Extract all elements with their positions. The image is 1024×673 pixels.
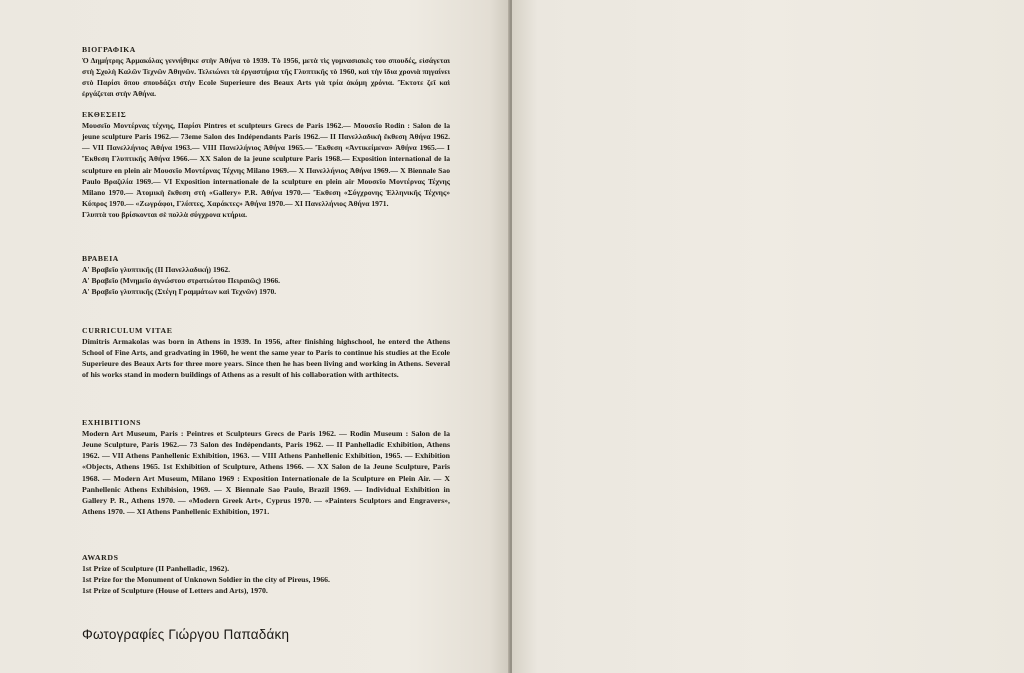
curriculum-text: Dimitris Armakolas was born in Athens in 1939. In 1956, after finishing highschool, he enterd the Athens School of Fine Arts, and gradvating in 1960, he went the same year to Paris to continue his studies at the Ecole Superieure des Beaux Arts for three more years. Since then he has been living and working in Athens. Several of his works stand in modern buildings of Athens as a result of his collaboration with arthitects. [82, 337, 450, 380]
award-item-greek: Α' Βραβεῖο γλυπτικῆς (Στέγη Γραμμάτων καὶ Τεχνῶν) 1970. [82, 287, 277, 297]
award-item-english: 1st Prize of Sculpture (House of Letters and Arts), 1970. [82, 586, 268, 596]
curriculum-heading: CURRICULUM VITAE [82, 326, 173, 335]
awards-section-english [82, 552, 450, 596]
exhibitions-heading-greek: ΕΚΘΕΣΕΙΣ [82, 110, 127, 119]
exhibitions-heading-english: EXHIBITIONS [82, 418, 142, 427]
award-item-greek: Α' Βραβεῖο γλυπτικῆς (II Πανελλαδική) 1962. [82, 265, 231, 274]
award-item-english: 1st Prize for the Monument of Unknown Soldier in the city of Pireus, 1966. [82, 575, 330, 585]
exhibitions-section-greek [82, 109, 450, 220]
award-item-greek: Α' Βραβεῖο (Μνημεῖο ἀγνώστου στρατιώτου Πειραιῶς) 1966. [82, 276, 281, 286]
exhibitions-text-english: Modern Art Museum, Paris : Peintres et Sculpteurs Grecs de Paris 1962. — Rodin Museum : Salon de la Jeune Sculpture, Paris 1962.— 73 Salon des Indépendants, Paris 1962. — II Panhelladic Exhibition, Athens 1962. — VII Athens Panhellenic Exhibition, 1963. — VIII Athens Panhellenic Exhibition, 1965. — Exhibition «Objects, Athens 1965. 1st Exhibition of Sculpture, Athens 1966. — XX Salon de la Jeune Sculpture, Paris 1968. — Modern Art Museum, Milano 1969 : Exposition Internationale de la Sculpture en Plein Air. — X Panhellenic Athens Exhibision, 1969. — X Biennale Sao Paulo, Brazil 1969. — Individual Exhibition in Gallery P. R., Athens 1970. — «Modern Greek Art», Cyprus 1970. — «Painters Sculptors and Engravers», Athens 1970. — XI Athens Panhellenic Exhibition, 1971. [82, 429, 450, 517]
photo-credit: Φωτογραφίες Γιώργου Παπαδάκη [82, 627, 290, 642]
exhibitions-note-greek: Γλυπτὰ του βρίσκονται σὲ πολλὰ σύγχρονα κτήρια. [82, 210, 247, 220]
exhibitions-text-greek: Μουσεῖο Μοντέρνας τέχνης, Παρίσι Pintres et sculpteurs Grecs de Paris 1962.— Μουσεῖο Rodin : Salon de la jeune sculpture Paris 1962.— 73eme Salon des Indépendants Paris 1962.— II Πανελλαδικὴ ἔκθεση Ἀθήνα 1962.— VII Πανελλήνιος Ἀθήνα 1963.— VIII Πανελλήνιος Ἀθήνα 1965.— Ἔκθεση «Ἀντικείμενα» Ἀθήνα 1965.— I Ἔκθεση Γλυπτικῆς Ἀθήνα 1966.— XX Salon de la jeune sculpture Paris 1968.— Exposition international de la sculpture en plein air Μουσεῖο Μοντέρνας Τέχνης Milano 1969.— X Πανελλήνιος Ἀθήνα 1969.— X Biennale Sao Paulo Βραζιλία 1969.— VI Exposition internationale de la sculpture en plein air Μουσεῖο Μοντέρνας Τέχνης Milano 1970.— Ἀτομικὴ ἔκθεση στὴ «Gallery» P.R. Ἀθήνα 1970.— Ἔκθεση «Σύγχρονης Ἑλληνικῆς Τέχνης» Κύπρος 1970.— «Ζωγράφοι, Γλύπτες, Χαράκτες» Ἀθήνα 1970.— XI Πανελλήνιος Ἀθήνα 1971. [82, 121, 450, 209]
biography-text: Ὁ Δημήτρης Ἀρμακόλας γεννήθηκε στὴν Ἀθήνα τὸ 1939. Τὸ 1956, μετὰ τὶς γυμνασιακὲς του σπουδές, εἰσάγεται στὴ Σχολὴ Καλῶν Τεχνῶν Ἀθηνῶν. Τελειώνει τὰ ἐργαστήρια τῆς Γλυπτικῆς τὸ 1960, καὶ τὴν ἴδια χρονιὰ πηγαίνει στὸ Παρίσι ὅπου σπουδάζει στὴν Ecole Superieure des Beaux Arts γιὰ τρία ἀκόμη χρόνια. Ἔκτοτε ζεῖ καὶ ἐργάζεται στὴν Ἀθήνα. [82, 56, 450, 99]
biography-section-greek [82, 44, 450, 100]
awards-heading-greek: ΒΡΑΒΕΙΑ [82, 254, 119, 263]
award-item-english: 1st Prize of Sculpture (II Panhelladic, 1962). [82, 564, 230, 573]
curriculum-vitae-section [82, 325, 450, 381]
biography-heading: ΒΙΟΓΡΑΦΙΚΑ [82, 45, 136, 54]
awards-section-greek [82, 253, 450, 297]
right-page-blank [512, 0, 1024, 673]
left-page [0, 0, 510, 673]
exhibitions-section-english [82, 417, 450, 517]
awards-heading-english: AWARDS [82, 553, 119, 562]
